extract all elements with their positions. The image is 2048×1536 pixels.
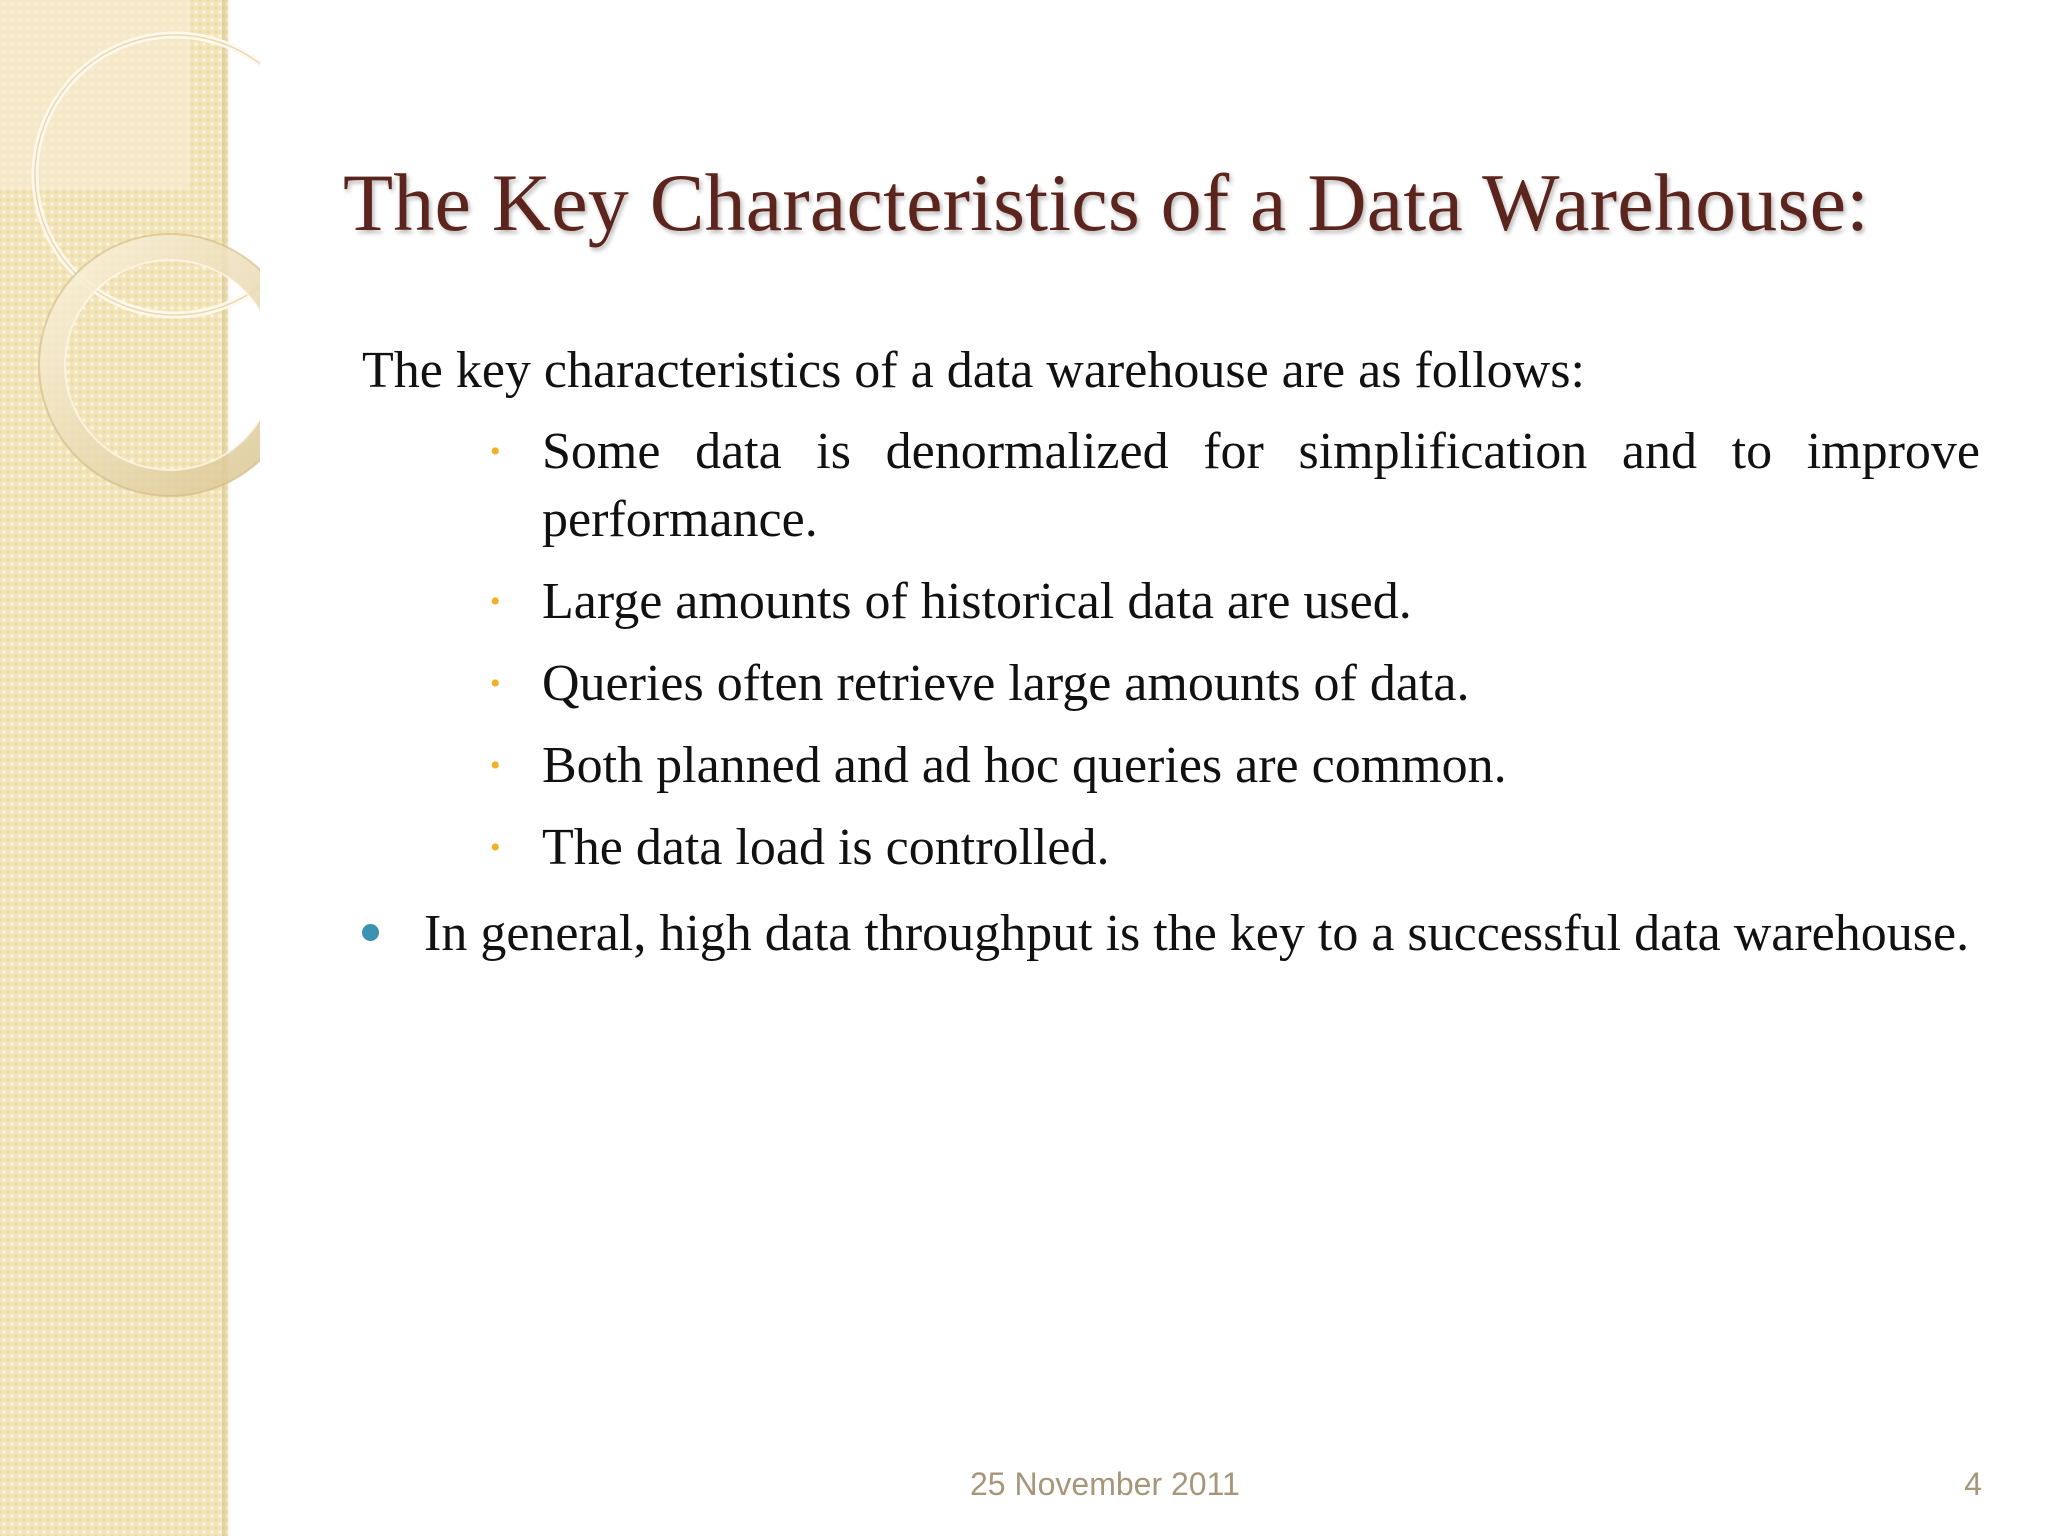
list-item xyxy=(490,418,1980,554)
slide-title: The Key Characteristics of a Data Warehouse: xyxy=(343,157,1870,248)
list-item xyxy=(490,568,1980,636)
decorative-rings-icon xyxy=(0,0,260,520)
list-item-text: Both planned and ad hoc queries are common. xyxy=(542,737,1507,794)
page-number: 4 xyxy=(1964,1466,1982,1502)
list-item-text: Large amounts of historical data are used. xyxy=(542,573,1412,630)
bullet-dot-icon: • xyxy=(490,749,501,782)
bullet-dot-icon: • xyxy=(490,831,501,864)
footer-date: 25 November 2011 xyxy=(970,1466,1240,1502)
list-item xyxy=(490,650,1980,718)
bullet-dot-icon: • xyxy=(490,667,501,700)
intro-text: The key characteristics of a data warehouse are as follows: xyxy=(362,342,1585,399)
list-item xyxy=(490,814,1980,882)
main-bullet-item xyxy=(362,900,1980,968)
list-item-text: The data load is controlled. xyxy=(542,819,1110,876)
bullet-circle-icon xyxy=(362,924,379,941)
bullet-dot-icon: • xyxy=(490,435,501,468)
list-item-text: Queries often retrieve large amounts of data. xyxy=(542,655,1470,712)
main-bullet-text: In general, high data throughput is the key to a successful data warehouse. xyxy=(424,905,1970,962)
list-item xyxy=(490,732,1980,800)
bullet-dot-icon: • xyxy=(490,585,501,618)
sub-bullet-list xyxy=(490,418,1980,896)
list-item-text: Some data is denormalized for simplification and to improve performance. xyxy=(542,423,1980,548)
